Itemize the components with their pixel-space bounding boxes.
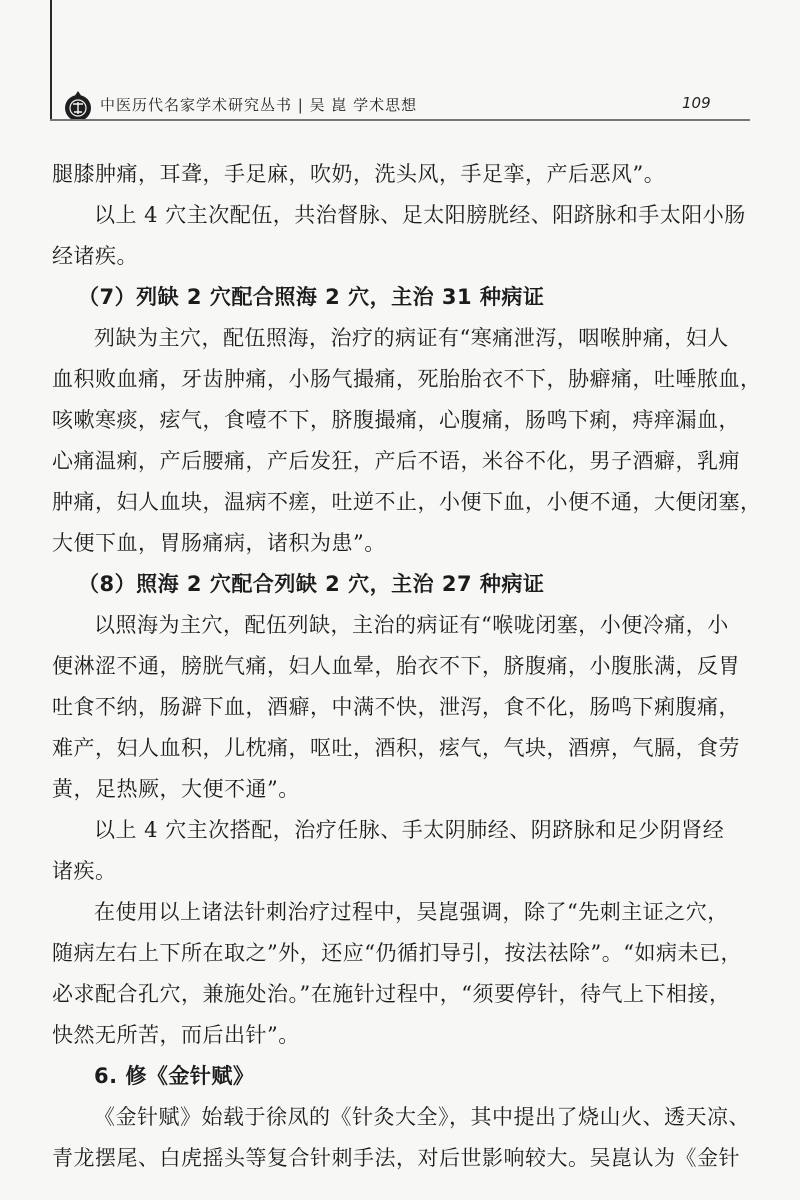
text-line: 腿膝肿痛，耳聋，手足麻，吹奶，洗头风，手足挛，产后恶风”。 (52, 162, 666, 186)
section-heading: （7）列缺 2 穴配合照海 2 穴，主治 31 种病证 (78, 285, 545, 309)
section-heading: 6. 修《金针赋》 (94, 1064, 255, 1088)
paragraph-start: 《金针赋》始载于徐凤的《针灸大全》，其中提出了烧山火、透天凉、 (94, 1105, 750, 1129)
text-line: 肿痛，妇人血块，温病不瘥，吐逆不止，小便下血，小便不通，大便闭塞， (52, 490, 762, 514)
body-text (52, 159, 762, 1184)
paragraph-start: 以上 4 穴主次配伍，共治督脉、足太阳膀胱经、阳跻脉和手太阳小肠 (94, 203, 746, 227)
header-rule (50, 119, 750, 121)
text-line: 吐食不纳，肠澼下血，酒癖，中满不快，泄泻，食不化，肠鸣下痢腹痛， (52, 695, 740, 719)
book-series-logo-icon (62, 90, 94, 122)
text-line: 心痛温痢，产后腰痛，产后发狂，产后不语，米谷不化，男子酒癖，乳痈 (52, 449, 740, 473)
text-line: 青龙摆尾、白虎摇头等复合针刺手法，对后世影响较大。吴崑认为《金针 (52, 1146, 740, 1170)
paragraph-start: 以照海为主穴，配伍列缺，主治的病证有“喉咙闭塞，小便冷痛，小 (94, 613, 729, 637)
text-line: 难产，妇人血积，儿枕痛，呕吐，酒积，痃气，气块，酒痹，气膈，食劳 (52, 736, 740, 760)
section-heading: （8）照海 2 穴配合列缺 2 穴，主治 27 种病证 (78, 572, 545, 596)
text-line: 咳嗽寒痰，痃气，食噎不下，脐腹撮痛，心腹痛，肠鸣下痢，痔痒漏血， (52, 408, 740, 432)
text-line: 随病左右上下所在取之”外，还应“仍循扪导引，按法祛除”。“如病未已， (52, 941, 742, 965)
paragraph-start: 列缺为主穴，配伍照海，治疗的病证有“寒痛泄泻，咽喉肿痛，妇人 (94, 326, 729, 350)
text-line: 血积败血痛，牙齿肿痛，小肠气撮痛，死胎胎衣不下，胁癖痛，吐唾脓血， (52, 367, 762, 391)
text-line: 诸疾。 (52, 859, 117, 883)
paragraph-start: 以上 4 穴主次搭配，治疗任脉、手太阴肺经、阴跻脉和足少阴肾经 (94, 818, 725, 842)
page-number: 109 (682, 94, 711, 112)
paragraph-start: 在使用以上诸法针刺治疗过程中，吴崑强调，除了“先刺主证之穴， (94, 900, 729, 924)
text-line: 便淋涩不通，膀胱气痛，妇人血晕，胎衣不下，脐腹痛，小腹胀满，反胃 (52, 654, 740, 678)
text-line: 必求配合孔穴，兼施处治。”在施针过程中，“须要停针，待气上下相接， (52, 982, 731, 1006)
header-title: 中医历代名家学术研究丛书 | 吴 崑 学术思想 (100, 96, 418, 114)
text-line: 大便下血，胃肠痛病，诸积为患”。 (52, 531, 386, 555)
running-header (0, 74, 800, 122)
text-line: 快然无所苦，而后出针”。 (52, 1023, 300, 1047)
text-line: 经诸疾。 (52, 244, 138, 268)
text-line: 黄，足热厥，大便不通”。 (52, 777, 300, 801)
